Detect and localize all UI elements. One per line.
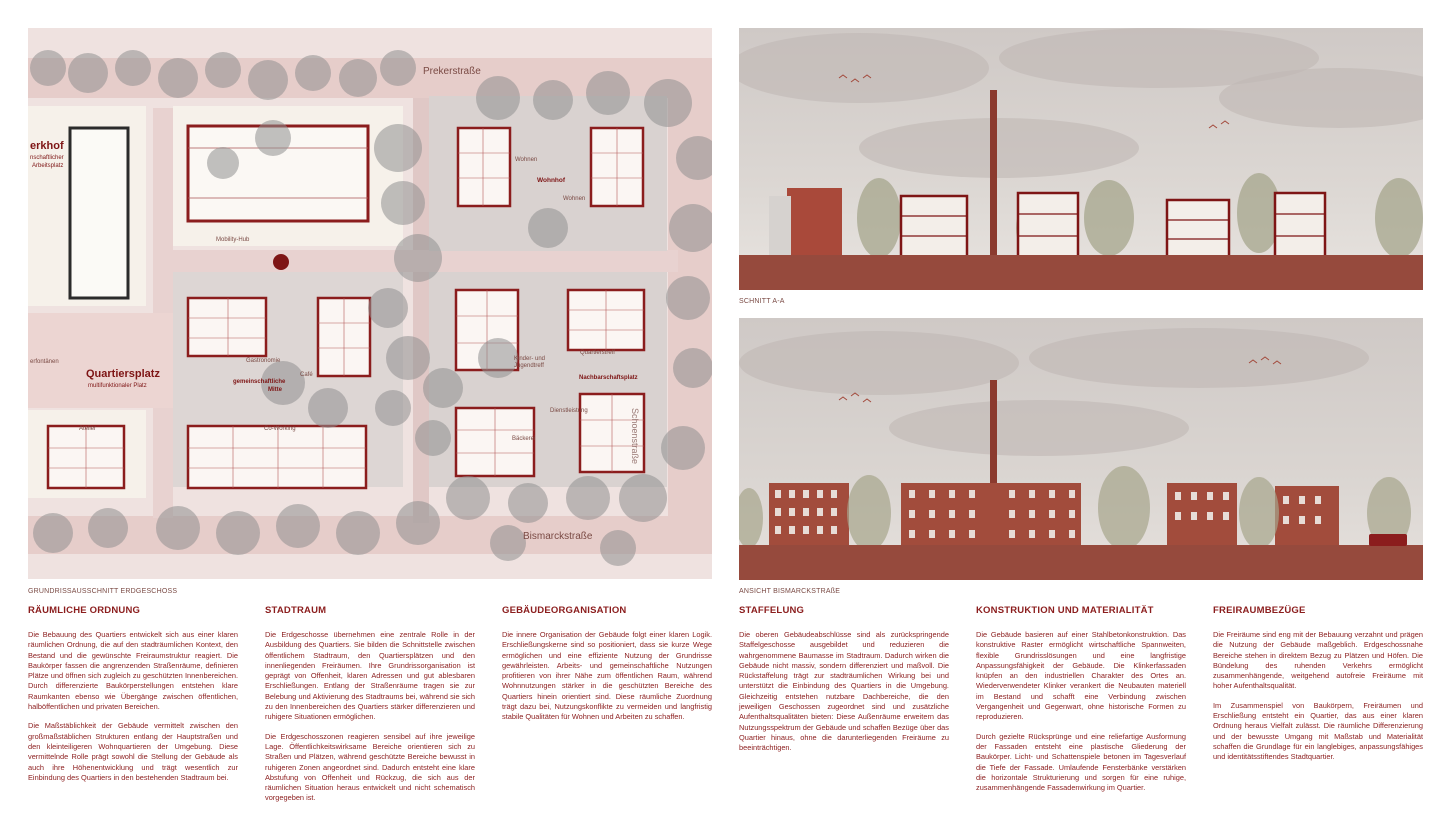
label-mitte-2: Mitte bbox=[268, 387, 282, 393]
heading-freiraumbezuege: FREIRAUMBEZÜGE bbox=[1213, 605, 1306, 616]
paragraph: Die Freiräume sind eng mit der Bebauung verzahnt und prägen die Nutzung der Gebäude maßgeblich. Erdgeschossnahe Bereiche stehen in direktem Bezug zu Plätzen und Höfen. Die Bündelung des ruhenden Verkehrs ermöglicht zusammenhängende, weitgehend autofreie Freiräume mit hoher Aufenthaltsqualität. bbox=[1213, 630, 1423, 691]
ground-elevation bbox=[739, 545, 1423, 580]
text-column-raeumliche-ordnung bbox=[28, 605, 238, 792]
label-cafe: Café bbox=[300, 372, 313, 378]
label-dienstleistung: Dienstleistung bbox=[550, 408, 588, 414]
label-werkhof: erkhof bbox=[30, 140, 64, 152]
chimney bbox=[990, 90, 997, 258]
paragraph: Die Bebauung des Quartiers entwickelt sich aus einer klaren räumlichen Ordnung, die auf den stadträumlichen Kontext, den Bestand und die gewünschte Freiraumstruktur reagiert. Die Baukörper fassen die angrenzenden Straßenräume, definieren Plätze und öffnen sich zugleich zu geschützten Innenbereichen. Durch differenzierte Baukörperstellungen entstehen klare Raumkanten ebenso wie Übergänge zwischen öffentlichen, halböffentlichen und privaten Bereichen. bbox=[28, 630, 238, 712]
label-mobility-hub: Mobility-Hub bbox=[216, 237, 250, 243]
label-quartiersplatz: Quartiersplatz bbox=[86, 368, 160, 380]
label-werkhof-sub1: nschaftlicher bbox=[30, 155, 64, 161]
text-column-gebaeudeorganisation bbox=[502, 605, 712, 732]
paragraph: Die Erdgeschosse übernehmen eine zentrale Rolle in der Ausbildung des Quartiers. Sie bilden die Schnittstelle zwischen öffentlichem Stadtraum, den Quartiersplätzen und den innenliegenden Freiräumen. Ihre Grundrissorganisation ist geprägt von Offenheit, klaren Adressen und gut ablesbaren Erschließungen. Entlang der Straßenräume tragen sie zur Belebung und Aktivierung des Stadtraums bei, während sie sich zu den Innenbereichen des Quartiers stärker differenzieren und ruhigere Situationen ermöglichen. bbox=[265, 630, 475, 722]
street-label-bismarckstrasse: Bismarckstraße bbox=[523, 531, 593, 542]
heading-konstruktion: KONSTRUKTION UND MATERIALITÄT bbox=[976, 605, 1154, 616]
site-plan bbox=[28, 28, 712, 579]
label-fontaenen: erfontänen bbox=[30, 359, 59, 365]
street-label-right: Schoenstraße bbox=[630, 408, 640, 465]
caption-site-plan: GRUNDRISSAUSSCHNITT ERDGESCHOSS bbox=[28, 588, 178, 595]
text-column-konstruktion bbox=[976, 605, 1186, 802]
section-a-a bbox=[739, 28, 1423, 290]
heading-gebaeudeorganisation: GEBÄUDEORGANISATION bbox=[502, 605, 627, 616]
label-coworking: Co-Working bbox=[264, 426, 296, 432]
label-jugendtreff: Jugendtreff bbox=[514, 363, 544, 369]
label-baeckerei: Bäckerei bbox=[512, 436, 536, 442]
label-nachbarschaftsplatz: Nachbarschaftsplatz bbox=[579, 375, 638, 381]
heading-stadtraum: STADTRAUM bbox=[265, 605, 327, 616]
label-quartierstreff: Quartierstreff bbox=[580, 350, 615, 356]
text-column-staffelung bbox=[739, 605, 949, 763]
elevation-bismarckstrasse bbox=[739, 318, 1423, 580]
paragraph: Die Gebäude basieren auf einer Stahlbetonkonstruktion. Das konstruktive Raster ermöglicht wirtschaftliche Spannweiten, flexible Grundrisslösungen und eine langfristige Anpassungsfähigkeit der Gebäude. Die Klinkerfassaden knüpfen an den industriellen Charakter des Ortes an. Wiederverwendeter Klinker verankert die Neubauten materiell im Bestand und schafft eine Verbindung zwischen Vergangenheit und Gegenwart, ohne historische Formen zu reproduzieren. bbox=[976, 630, 1186, 722]
ground-section bbox=[739, 255, 1423, 290]
label-wohnen-2: Wohnen bbox=[563, 196, 586, 202]
heading-raeumliche-ordnung: RÄUMLICHE ORDNUNG bbox=[28, 605, 141, 616]
section-a-a-drawing bbox=[739, 28, 1423, 290]
text-column-stadtraum bbox=[265, 605, 475, 813]
paragraph: Im Zusammenspiel von Baukörpern, Freiräumen und Erschließung entsteht ein Quartier, das aus einer klaren Ordnung heraus Vielfalt zulässt. Die räumliche Differenzierung und der bewusste Umgang mit Maßstab und Materialität schaffen die Grundlage für ein langlebiges, anpassungsfähiges und identitätsstiftendes Stadtquartier. bbox=[1213, 700, 1423, 762]
street-label-prekerstrasse: Prekerstraße bbox=[423, 66, 481, 77]
paragraph: Die innere Organisation der Gebäude folgt einer klaren Logik. Erschließungskerne sind so positioniert, dass sie kurze Wege ermöglichen und eine effiziente Nutzung der Grundrisse gewährleisten. Arbeits- und gemeinschaftliche Nutzungen profitieren von ihrer Nähe zum öffentlichen Raum, während Wohnnutzungen stärker in die geschützten Bereiche des Quartiers hinein orientiert sind. Diese räumliche Zuordnung trägt dazu bei, Nutzungskonflikte zu vermeiden und langfristig stabile Qualitäten für Wohnen und Arbeiten zu schaffen. bbox=[502, 630, 712, 722]
label-werkhof-sub2: Arbeitsplatz bbox=[32, 163, 64, 169]
caption-elevation: ANSICHT BISMARCKSTRAßE bbox=[739, 588, 841, 595]
site-plan-drawing bbox=[28, 28, 712, 579]
label-kinder: Kinder- und bbox=[514, 356, 546, 362]
werkhof-building bbox=[70, 128, 128, 298]
caption-section-a-a: SCHNITT A-A bbox=[739, 298, 785, 305]
label-mitte-1: gemeinschaftliche bbox=[233, 379, 286, 385]
plaza-marker bbox=[273, 254, 289, 270]
paragraph: Die Erdgeschosszonen reagieren sensibel auf ihre jeweilige Lage. Öffentlichkeitswirksame Bereiche orientieren sich zu Straßen und Plätzen, während geschützte Bereiche bewusst in ruhigeren Zonen angeordnet sind. Dadurch entsteht eine klare Abstufung von Offenheit und Rückzug, die sich aus der räumlichen Situation heraus entwickelt und nicht schematisch vorgegeben ist. bbox=[265, 731, 475, 803]
label-wohnen-1: Wohnen bbox=[515, 157, 538, 163]
paragraph: Die Maßstäblichkeit der Gebäude vermittelt zwischen den großmaßstäblichen Strukturen entlang der Hauptstraßen und den kleinteiligeren Wohnquartieren der Umgebung. Diese vermittelnde Rolle prägt sowohl die Stellung der Gebäude als auch ihre Höhenentwicklung und trägt wesentlich zur Einbindung des Quartiers in den bestehenden Stadtraum bei. bbox=[28, 721, 238, 782]
label-gastronomie: Gastronomie bbox=[246, 358, 281, 364]
paragraph: Durch gezielte Rücksprünge und eine reliefartige Ausformung der Fassaden entsteht eine plastische Gliederung der Baukörper. Licht- und Schattenspiele betonen im Tagesverlauf die Tiefe der Fassade. Umlaufende Fensterbänke verstärken die horizontale Strukturierung und sorgen für eine ruhige, zusammenhängende Fassadenwirkung im Quartier. bbox=[976, 731, 1186, 793]
label-atelier: Atelier bbox=[79, 426, 97, 432]
label-quartiersplatz-sub: multifunktionaler Platz bbox=[88, 383, 147, 389]
elevation-drawing bbox=[739, 318, 1423, 580]
label-wohnhof: Wohnhof bbox=[537, 177, 566, 184]
text-column-freiraumbezuege bbox=[1213, 605, 1423, 772]
paragraph: Die oberen Gebäudeabschlüsse sind als zurückspringende Staffelgeschosse ausgebildet und reduzieren die wahrgenommene Baumasse im Stadtraum. Dadurch wirken die Gebäude nicht massiv, sondern differenziert und maßvoll. Die Rückstaffelung trägt zur stadträumlichen Wirkung bei und unterstützt die Einbindung des Quartiers in die Umgebung. Gleichzeitig entstehen nutzbare Dachbereiche, die den jeweiligen Geschossen zugeordnet sind und zusätzliche Aufenthaltsqualitäten bieten: Diese Außenräume erweitern das Nutzungsspektrum der Gebäude und schaffen Bezüge über das Quartier hinaus, ohne die darunterliegenden Freiräume zu beeinträchtigen. bbox=[739, 630, 949, 753]
heading-staffelung: STAFFELUNG bbox=[739, 605, 805, 616]
